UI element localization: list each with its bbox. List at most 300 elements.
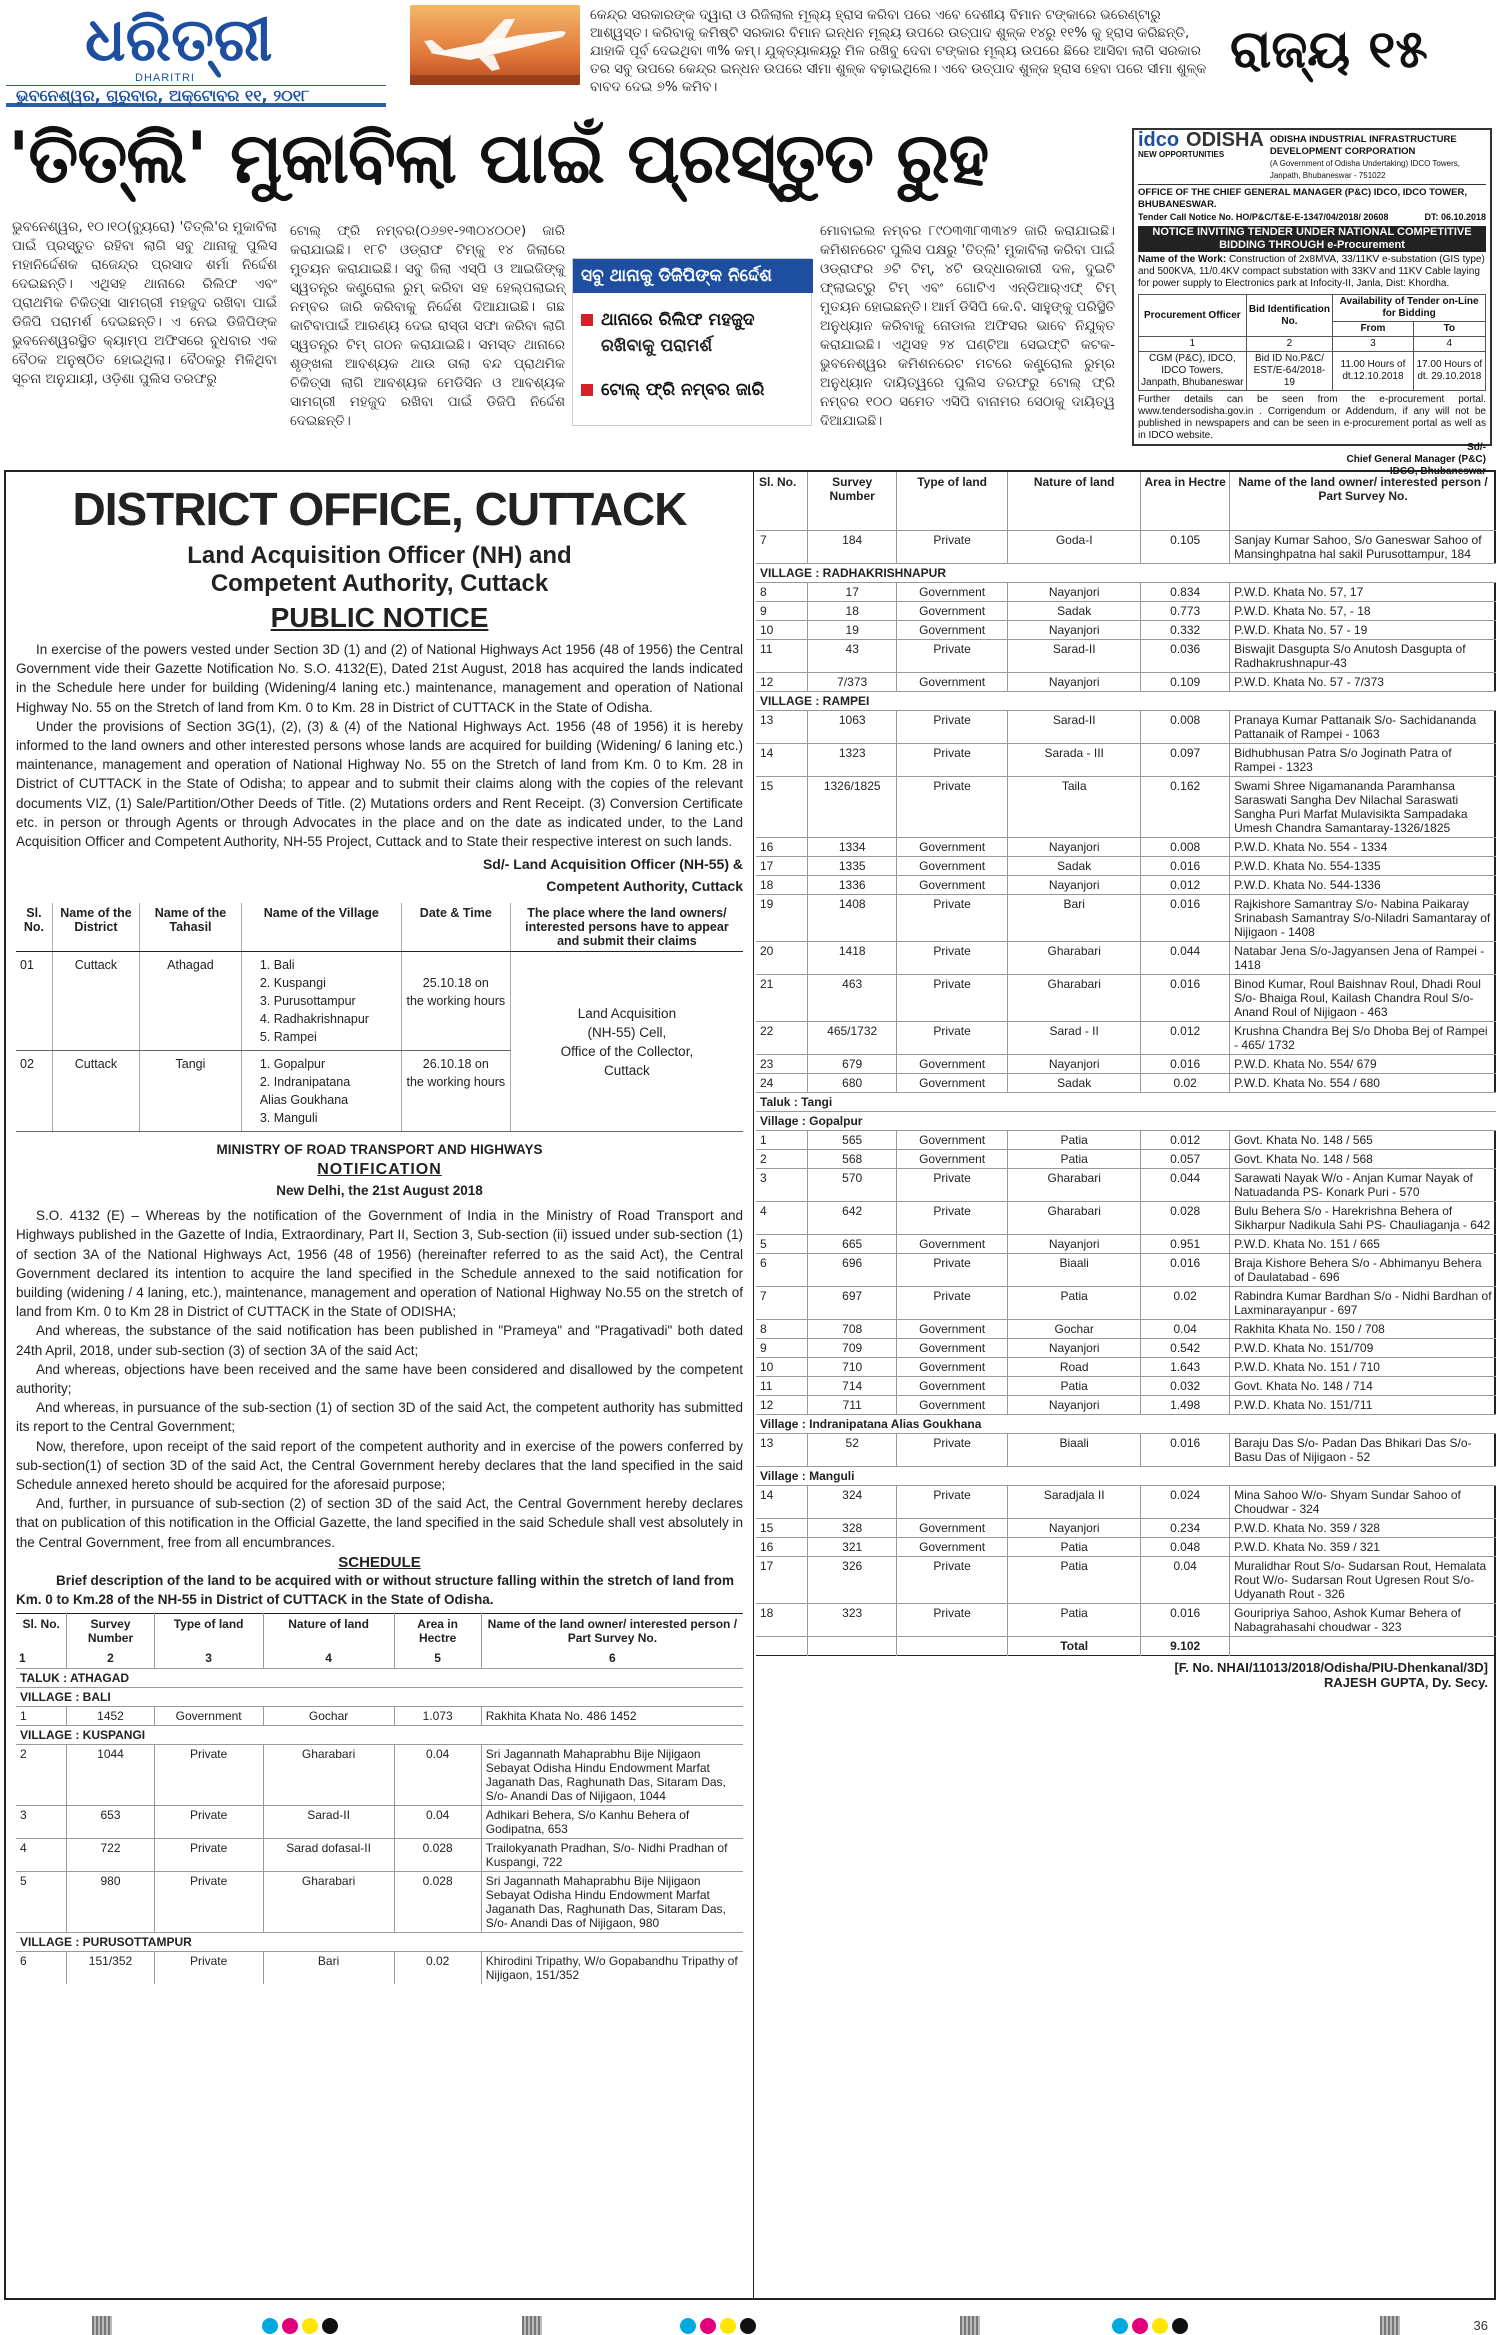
idco-cell: CGM (P&C), IDCO, IDCO Towers, Janpath, Bhubaneswar — [1139, 352, 1247, 391]
table-cell: 5 — [756, 1234, 808, 1253]
table-cell: 0.02 — [394, 1951, 481, 1984]
table-cell: 0.016 — [1141, 894, 1230, 941]
table-header: Name of the Tahasil — [140, 903, 242, 952]
table-cell: P.W.D. Khata No. 359 / 321 — [1230, 1537, 1496, 1556]
table-cell: 0.028 — [394, 1871, 481, 1932]
table-cell: 1.643 — [1141, 1357, 1230, 1376]
table-cell: 323 — [808, 1603, 897, 1636]
table-cell: Government — [897, 1395, 1008, 1414]
table-row — [16, 1838, 743, 1871]
table-header: Nature of land — [1008, 472, 1141, 530]
table-cell: Mina Sahoo W/o- Shyam Sundar Sahoo of Choudwar - 324 — [1230, 1485, 1496, 1518]
table-cell: 680 — [808, 1073, 897, 1092]
table-cell: 709 — [808, 1338, 897, 1357]
table-cell: 21 — [756, 974, 808, 1021]
village-name: Alias Goukhana — [259, 1093, 349, 1108]
table-cell: 722 — [67, 1838, 154, 1871]
table-row — [16, 1805, 743, 1838]
callout-point-1-cont: ରଖିବାକୁ ପରାମର୍ଶ — [601, 336, 713, 356]
print-footer — [0, 2308, 1500, 2335]
hearing-place: Office of the Collector, — [560, 1043, 694, 1059]
table-cell: P.W.D. Khata No. 151 / 665 — [1230, 1234, 1496, 1253]
village-name: 2. Indranipatana — [259, 1075, 351, 1090]
table-cell: Nayanjori — [1008, 1395, 1141, 1414]
signer-name: RAJESH GUPTA, Dy. Secy. — [1324, 1674, 1488, 1690]
table-row — [756, 1485, 1496, 1518]
table-cell: Private — [897, 639, 1008, 672]
column-number: 3 — [154, 1648, 263, 1669]
news-column-3: ମୋବାଇଲ ନମ୍ବର ୮୯୦୩୩୮୩୩୪୨ ଜାରି କରାଯାଇଛି। କମିଶନରେଟ ପୁଲିସ ପକ୍ଷରୁ 'ତିତ୍‌ଲି' ମୁକାବିଲା କରିବା ପାଇଁ ଓଡ୍ରାଫର ୬ଟି ଟିମ୍, ୪ଟି ଉଦ୍ଧାରକାରୀ ଦଳ, ଦୁଇଟି ଫ୍ଲାଇଟ୍ରୁ ଟିମ୍ ଏବଂ ଗୋଟିଏ ଏନ୍‌ଡିଆର୍‌ଏଫ୍ ଟିମ୍ ମୁତୟନ ହୋଇଛନ୍ତି। ଆର୍ମ ଡିସିପି କେ.ବି. ସାହୁଙ୍କୁ ପରିସ୍ଥିତି ଅନୁଧ୍ୟାନ କରିବାକୁ ନୋଡାଲ ଅଫିସର ଭାବେ ନିଯୁକ୍ତ କରାଯାଇଛି। ଏଥିସହ ୨୪ ଘଣ୍ଟିଆ ସେଇଫ୍ଟି କଟକ-ଭୁବନେଶ୍ୱର କମିଶନରେଟ ମଟରେ କଣ୍ଟ୍ରୋଲ ରୁମ୍‌ର ଅନୁଧ୍ୟାନ ଦାୟିତ୍ୱରେ ପୁଲିସ ତରଫରୁ ଟୋଲ୍ ଫ୍ରି ନମ୍ବର ୧୦୦ ସମେତ ଏସିପି ବାନାମର ସେଠାକୁ ଦାୟିତ୍ୱ ଦିଆଯାଇଛି। — [820, 223, 1115, 429]
table-cell: P.W.D. Khata No. 554 - 1334 — [1230, 837, 1496, 856]
hearing-time: the working hours — [406, 994, 506, 1009]
dateline: ଭୁବନେଶ୍ୱର, ଗୁରୁବାର, ଅକ୍ଟୋବର ୧୧, ୨୦୧୮ — [6, 85, 386, 107]
table-cell: Nayanjori — [1008, 620, 1141, 639]
table-cell: Sarad-II — [1008, 639, 1141, 672]
village-name: 1. Gopalpur — [259, 1057, 326, 1072]
idco-cell: Bid ID No.P&C/ EST/E-64/2018-19 — [1246, 352, 1333, 391]
schedule-heading: SCHEDULE — [338, 1553, 421, 1571]
table-cell: 0.016 — [1141, 974, 1230, 1021]
idco-tender-notice — [1132, 128, 1492, 477]
table-row — [756, 1338, 1496, 1357]
table-row — [756, 1021, 1496, 1054]
table-cell: P.W.D. Khata No. 554-1335 — [1230, 856, 1496, 875]
column-number: 5 — [394, 1648, 481, 1669]
table-cell: Gharabari — [1008, 941, 1141, 974]
table-row — [756, 1433, 1496, 1466]
table-cell: 10 — [756, 1357, 808, 1376]
table-cell: Government — [897, 1537, 1008, 1556]
table-row — [756, 1130, 1496, 1149]
idco-tagline: NEW OPPORTUNITIES — [1138, 150, 1225, 159]
idco-num: 3 — [1333, 337, 1413, 352]
table-row — [756, 710, 1496, 743]
table-cell: 710 — [808, 1357, 897, 1376]
table-row — [756, 1376, 1496, 1395]
table-cell: 0.332 — [1141, 620, 1230, 639]
table-cell: Biaali — [1008, 1433, 1141, 1466]
table-cell: P.W.D. Khata No. 57 - 19 — [1230, 620, 1496, 639]
table-cell: Government — [897, 1130, 1008, 1149]
idco-call-no: Tender Call Notice No. HO/P&C/T&E-E-1347/04/2018/ 20608 — [1138, 212, 1389, 222]
table-header: Type of land — [897, 472, 1008, 530]
table-row — [756, 1556, 1496, 1603]
notice-subtitle-1: Land Acquisition Officer (NH) and — [187, 542, 572, 569]
village-name: 1. Bali — [259, 958, 295, 973]
page-number: 36 — [1473, 2318, 1488, 2333]
table-cell: 7 — [756, 1286, 808, 1319]
table-cell: Private — [897, 743, 1008, 776]
table-cell: Govt. Khata No. 148 / 565 — [1230, 1130, 1496, 1149]
table-cell: 2 — [756, 1149, 808, 1168]
table-cell: Private — [897, 530, 1008, 563]
table-cell: 3 — [756, 1168, 808, 1201]
table-cell: Biswajit Dasgupta S/o Anutosh Dasgupta of Radhakrushnapur-43 — [1230, 639, 1496, 672]
table-cell: 711 — [808, 1395, 897, 1414]
table-cell: Rakhita Khata No. 486 1452 — [481, 1706, 743, 1725]
table-cell: Nayanjori — [1008, 582, 1141, 601]
table-cell: P.W.D. Khata No. 151/709 — [1230, 1338, 1496, 1357]
table-cell: 0.016 — [1141, 1054, 1230, 1073]
table-header: Survey Number — [67, 1613, 154, 1648]
village-heading: VILLAGE : PURUSOTTAMPUR — [16, 1932, 743, 1951]
idco-col-to: To — [1413, 322, 1485, 337]
table-cell: 0.024 — [1141, 1485, 1230, 1518]
table-cell: Patia — [1008, 1537, 1141, 1556]
district-office-notice — [4, 470, 1496, 2300]
hearing-place: Land Acquisition — [577, 1005, 677, 1021]
table-cell: 980 — [67, 1871, 154, 1932]
table-cell: 714 — [808, 1376, 897, 1395]
table-cell: Government — [897, 1338, 1008, 1357]
news-column-2: ଟୋଲ୍ ଫ୍ରି ନମ୍ବର(୦୬୭୧-୨୩୦୪୦୦୧) ଜାରି କରାଯାଇଛି। ୧୮ଟି ଓଡ୍ରାଫ ଟିମ୍‌କୁ ୧୪ ଜିଲାରେ ମୁତୟନ କରାଯାଇଛି। ସବୁ ଜିଲା ଏସ୍‌ପି ଓ ଆଇଜିଙ୍କୁ ସ୍ୱତନ୍ତ୍ର କଣ୍ଟ୍ରୋଲ ରୁମ୍ କରିବା ସହ ହେଲ୍‌ପଲାଇନ୍ ନମ୍ବର ଜାରି କରିବାକୁ ନିର୍ଦ୍ଦେଶ ଦିଆଯାଇଛି। ଗଛ କାଟିବାପାଇଁ ଆରଣ୍ୟ ଦେଇ ରାସ୍ତା ସଫା କରିବା ଲାଗି ସ୍ୱତନ୍ତ୍ର ଟିମ୍ ଗଠନ କରାଯାଇଛି। ସମସ୍ତ ଥାନାରେ ଶୃଙ୍ଖଳା ଆବଶ୍ୟକ ଥାଉ ତାଲା ବନ୍ଦ ପ୍ରାଥମିକ ଚିକିତ୍ସା ଲାଗି ଆବଶ୍ୟକ ମେଡିସିନ ଓ ଆବଶ୍ୟକ ସାମଗ୍ରୀ ମହଜୁଦ ରଖିବା ପାଇଁ ଡିଜିପି ନିର୍ଦ୍ଦେଶ ଦେଇଛନ୍ତି। — [290, 223, 565, 429]
table-cell: 696 — [808, 1253, 897, 1286]
table-cell: Private — [897, 894, 1008, 941]
idco-col-bid: Bid Identification No. — [1246, 295, 1333, 337]
table-cell: 0.044 — [1141, 1168, 1230, 1201]
table-cell: Gochar — [1008, 1319, 1141, 1338]
idco-corp-sub: (A Government of Odisha Undertaking) IDCO Towers, Janpath, Bhubaneswar - 751022 — [1269, 159, 1460, 180]
table-header: Area in Hectre — [1141, 472, 1230, 530]
table-cell: 0.032 — [1141, 1376, 1230, 1395]
table-cell: Sarawati Nayak W/o - Anjan Kumar Nayak of Natuadanda PS- Konark Puri - 570 — [1230, 1168, 1496, 1201]
table-row — [756, 856, 1496, 875]
table-cell: 0.02 — [1141, 1073, 1230, 1092]
table-cell: 22 — [756, 1021, 808, 1054]
village-heading-row — [16, 1725, 743, 1744]
notice-left-column — [6, 472, 754, 2300]
table-row — [756, 1395, 1496, 1414]
table-cell: Gochar — [263, 1706, 394, 1725]
table-cell: Gharabari — [1008, 1168, 1141, 1201]
table-cell: 0.016 — [1141, 1603, 1230, 1636]
so-paragraph-2: And whereas, the substance of the said notification has been published in "Prameya" and "Pragativadi" both dated 24th April, 2018, under sub-section (3) of section 3A of the said Act; — [16, 1323, 743, 1358]
table-cell: Gharabari — [263, 1871, 394, 1932]
table-cell: 14 — [756, 1485, 808, 1518]
village-heading: VILLAGE : BALI — [16, 1687, 743, 1706]
table-cell: Swami Shree Nigamananda Paramhansa Saraswati Sangha Dev Nilachal Saraswati Sangha Puri Marfat Mulavisikta Sampadaka Umesh Chandra Samantaray-1326/1825 — [1230, 776, 1496, 837]
table-cell: 23 — [756, 1054, 808, 1073]
schedule-left-body — [16, 1668, 743, 1984]
table-cell: Private — [897, 710, 1008, 743]
ministry-heading: MINISTRY OF ROAD TRANSPORT AND HIGHWAYS — [216, 1142, 543, 1158]
table-cell: Government — [897, 1234, 1008, 1253]
table-cell: 0.028 — [394, 1838, 481, 1871]
so-paragraph-5: Now, therefore, upon receipt of the said report of the competent authority and in exercise of the powers conferred by sub-section(1) of section 3D of the said Act, the Central Government hereby declares that the land specified in the said Schedule annexed hereto should be acquired for the aforesaid purpose; — [16, 1438, 743, 1493]
table-row — [756, 875, 1496, 894]
idco-num: 2 — [1246, 337, 1333, 352]
registration-mark-icon — [1380, 2316, 1400, 2335]
magenta-dot-icon — [282, 2318, 298, 2334]
table-cell: Goda-I — [1008, 530, 1141, 563]
table-cell: Patia — [1008, 1556, 1141, 1603]
table-row — [16, 952, 743, 1051]
hearing-date: 26.10.18 on — [422, 1057, 489, 1072]
idco-work-label: Name of the Work: — [1138, 254, 1227, 265]
table-header: Type of land — [154, 1613, 263, 1648]
table-cell: 15 — [756, 776, 808, 837]
table-cell: Tangi — [140, 1051, 242, 1132]
table-cell: Patia — [1008, 1286, 1141, 1319]
table-cell: 9 — [756, 601, 808, 620]
village-heading: VILLAGE : KUSPANGI — [16, 1725, 743, 1744]
table-header: Name of the land owner/ interested person / Part Survey No. — [1238, 475, 1488, 503]
village-name: 4. Radhakrishnapur — [259, 1012, 369, 1027]
schedule-table-left — [16, 1613, 743, 1984]
table-cell: 11 — [756, 639, 808, 672]
idco-work: Construction of 2x8MVA, 33/11KV e-substation (GIS type) and 500KVA, 11/0.4KV compact substation with 33KV and 11KV Cable laying for power supply to Electronics park at Infocity-II, Janla, Dist: Khordha. — [1138, 254, 1485, 289]
idco-sign-org: IDCO, Bhubaneswar — [1389, 466, 1486, 477]
table-cell: Nayanjori — [1008, 1338, 1141, 1357]
table-cell: 1334 — [808, 837, 897, 856]
village-heading-row — [756, 691, 1496, 710]
idco-sign-name: Chief General Manager (P&C) — [1346, 454, 1486, 465]
table-row — [756, 743, 1496, 776]
callout-point-1: ଥାନାରେ ରିଲିଫ ମହଜୁଦ — [581, 307, 755, 333]
village-name: 5. Rampei — [259, 1030, 317, 1045]
so-paragraph-3: And whereas, objections have been received and the same have been considered and disallowed by the competent authority; — [16, 1361, 743, 1397]
table-cell: 20 — [756, 941, 808, 974]
table-cell: 02 — [16, 1051, 52, 1132]
table-cell: P.W.D. Khata No. 57, - 18 — [1230, 601, 1496, 620]
table-cell: Sarad - II — [1008, 1021, 1141, 1054]
table-cell: 0.02 — [1141, 1286, 1230, 1319]
village-heading-row — [756, 1414, 1496, 1433]
table-cell: 1408 — [808, 894, 897, 941]
table-cell: 1418 — [808, 941, 897, 974]
table-cell: 0.097 — [1141, 743, 1230, 776]
table-cell: 0.044 — [1141, 941, 1230, 974]
table-cell: 0.012 — [1141, 1021, 1230, 1054]
table-cell: Private — [897, 1485, 1008, 1518]
village-heading: VILLAGE : RADHAKRISHNAPUR — [756, 563, 1496, 582]
table-cell: 0.016 — [1141, 1433, 1230, 1466]
village-heading-row — [756, 563, 1496, 582]
village-heading-row — [756, 1092, 1496, 1111]
column-number: 6 — [609, 1650, 616, 1665]
table-cell: Nayanjori — [1008, 1054, 1141, 1073]
table-cell: P.W.D. Khata No. 57 - 7/373 — [1230, 672, 1496, 691]
table-cell: 5 — [16, 1871, 67, 1932]
table-cell: Trailokyanath Pradhan, S/o- Nidhi Pradhan of Kuspangi, 722 — [481, 1838, 743, 1871]
table-row — [756, 1234, 1496, 1253]
table-cell: Sadak — [1008, 856, 1141, 875]
village-heading: TALUK : ATHAGAD — [16, 1668, 743, 1687]
table-cell: 324 — [808, 1485, 897, 1518]
schedule-right-body — [756, 530, 1496, 1636]
village-heading-row — [16, 1687, 743, 1706]
registration-mark-icon — [92, 2316, 112, 2335]
table-cell: Binod Kumar, Roul Baishnav Roul, Dhadi Roul S/o- Bhaiga Roul, Kailash Chandra Roul S/o- Anand Roul of Nijigaon - 463 — [1230, 974, 1496, 1021]
idco-office: OFFICE OF THE CHIEF GENERAL MANAGER (P&C) IDCO, IDCO TOWER, BHUBANESWAR. — [1138, 184, 1486, 211]
table-cell: 0.016 — [1141, 856, 1230, 875]
table-cell: 321 — [808, 1537, 897, 1556]
idco-num: 1 — [1139, 337, 1247, 352]
table-cell: P.W.D. Khata No. 554/ 679 — [1230, 1054, 1496, 1073]
table-cell: 0.834 — [1141, 582, 1230, 601]
table-cell: 18 — [756, 1603, 808, 1636]
main-headline: 'ତିତ୍‌ଲି' ମୁକାବିଲା ପାଇଁ ପ୍ରସ୍ତୁତ ରୁହ — [8, 117, 989, 199]
notice-title: DISTRICT OFFICE, CUTTACK — [72, 483, 687, 535]
table-cell: 0.04 — [394, 1805, 481, 1838]
table-cell: 1323 — [808, 743, 897, 776]
table-cell: 679 — [808, 1054, 897, 1073]
table-cell: Gouripriya Sahoo, Ashok Kumar Behera of Nabagrahasahi choudwar - 323 — [1230, 1603, 1496, 1636]
table-cell: Private — [897, 1556, 1008, 1603]
table-cell: 565 — [808, 1130, 897, 1149]
table-cell: 642 — [808, 1201, 897, 1234]
table-cell: 1326/1825 — [808, 776, 897, 837]
table-cell: Rajkishore Samantray S/o- Nabina Paikaray Srinabash Samantray S/o-Niladri Samantaray of Nijigaon - 1408 — [1230, 894, 1496, 941]
table-cell: 0.773 — [1141, 601, 1230, 620]
table-cell: 653 — [67, 1805, 154, 1838]
table-cell: Bari — [1008, 894, 1141, 941]
news-column-1: ଭୁବନେଶ୍ୱର, ୧୦।୧୦(ବ୍ୟୁରୋ) 'ତିତ୍‌ଲି'ର ମୁକାବିଲା ପାଇଁ ପ୍ରସ୍ତୁତ ରହିବା ଲାଗି ସବୁ ଥାନାକୁ ପୁଲିସ ମହାନିର୍ଦ୍ଦେଶକ ରାଜେନ୍ଦ୍ର ପ୍ରସାଦ ଶର୍ମା ନିର୍ଦ୍ଦେଶ ଦେଇଛନ୍ତି। ଏଥିସହ ଥାନାରେ ରିଲିଫ ଏବଂ ପ୍ରାଥମିକ ଚିକିତ୍ସା ସାମଗ୍ରୀ ମହଜୁଦ ରଖିବା ପାଇଁ ଡିଜିପି ପରାମର୍ଶ ଦେଇଛନ୍ତି। ଏ ନେଇ ଡିଜିପିଙ୍କ ଭୁବନେଶ୍ୱରସ୍ଥିତ କ୍ୟାମ୍ପ ଅଫିସରେ ବୁଧବାର ଏକ ବୈଠକ ଅନୁଷ୍ଠିତ ହୋଇଥିଲା। ବୈଠକରୁ ମିଳିଥିବା ସୂଚନା ଅନୁଯାୟୀ, ଓଡ଼ିଶା ପୁଲିସ ତରଫରୁ — [12, 219, 277, 387]
table-cell: Private — [897, 1201, 1008, 1234]
black-dot-icon — [740, 2318, 756, 2334]
table-cell: Biaali — [1008, 1253, 1141, 1286]
table-cell: Sarad-II — [263, 1805, 394, 1838]
so-paragraph-6: And, further, in pursuance of sub-section (2) of section 3D of the said Act, the Central Government hereby declares that on publication of this notification in the Official Gazette, the land specified in the said Schedule shall vest absolutely in the Central Government, free from all encumbrances. — [16, 1496, 743, 1550]
table-cell: 328 — [808, 1518, 897, 1537]
table-cell: 0.028 — [1141, 1201, 1230, 1234]
idco-num: 4 — [1413, 337, 1485, 352]
magenta-dot-icon — [1132, 2318, 1148, 2334]
table-cell: 463 — [808, 974, 897, 1021]
table-cell: 3 — [16, 1805, 67, 1838]
table-cell: Bulu Behera S/o - Harekrishna Behera of Sikharpur Nadikula Sahi PS- Chauliaganja - 642 — [1230, 1201, 1496, 1234]
table-cell: 9 — [756, 1338, 808, 1357]
table-cell: Nayanjori — [1008, 875, 1141, 894]
column-number: 4 — [263, 1648, 394, 1669]
table-cell: Gharabari — [1008, 974, 1141, 1021]
table-cell: 0.012 — [1141, 1130, 1230, 1149]
table-cell: 18 — [756, 875, 808, 894]
table-cell: Patia — [1008, 1149, 1141, 1168]
idco-corp-name: ODISHA INDUSTRIAL INFRASTRUCTURE DEVELOPMENT CORPORATION — [1269, 134, 1457, 157]
table-cell: 0.057 — [1141, 1149, 1230, 1168]
table-cell: 13 — [756, 1433, 808, 1466]
table-row — [756, 1518, 1496, 1537]
table-cell: 0.105 — [1141, 530, 1230, 563]
table-cell: Bari — [263, 1951, 394, 1984]
table-cell: Government — [154, 1706, 263, 1725]
idco-col-from: From — [1333, 322, 1413, 337]
table-cell: 8 — [756, 1319, 808, 1338]
black-dot-icon — [1172, 2318, 1188, 2334]
table-cell: Patia — [1008, 1130, 1141, 1149]
cyan-dot-icon — [680, 2318, 696, 2334]
idco-sign: Sd/- — [1467, 442, 1486, 453]
table-cell: Government — [897, 856, 1008, 875]
village-name: 3. Manguli — [259, 1111, 318, 1126]
table-cell: Government — [897, 620, 1008, 639]
table-cell: P.W.D. Khata No. 359 / 328 — [1230, 1518, 1496, 1537]
table-cell: Gharabari — [1008, 1201, 1141, 1234]
news-callout-box — [572, 258, 812, 426]
notice-paragraph-1: In exercise of the powers vested under Section 3D (1) and (2) of National Highways Act 1956 (48 of 1956) the Central Government vide their Gazette Notification No. S.O. 4132(E), Dated 21st August, 2018 has acquired the lands indicated in the Schedule here under for building (Widening/4 laning etc.) maintenance, management and operation of National Highway No. 55 on the Stretch of land from Km. 0 to Km. 28 in District of CUTTACK in the State of Odisha. — [16, 642, 743, 715]
table-row — [756, 1537, 1496, 1556]
table-cell: 465/1732 — [808, 1021, 897, 1054]
table-cell: Nayanjori — [1008, 837, 1141, 856]
hearing-place: (NH-55) Cell, — [587, 1024, 667, 1040]
table-cell: Private — [154, 1744, 263, 1805]
table-cell: Muralidhar Rout S/o- Sudarsan Rout, Hemalata Rout W/o- Sudarsan Rout Ugresen Rout S/o- Udyanath Rout - 326 — [1230, 1556, 1496, 1603]
notice-signature-1: Sd/- Land Acquisition Officer (NH-55) & — [482, 856, 743, 873]
so-paragraph-1: S.O. 4132 (E) – Whereas by the notification of the Government of India in the Ministry of Road Transport and Highways published in the Gazette of India, Extraordinary, Part II, Section 3, Sub-section (ii) issued under sub-section (1) of section 3A of the National Highways Act, 1956 (48 of 1956) (hereinafter referred to as the said Act), the Central Government declared its intention to acquire the land specified in the Schedule annexed to the said notification for building (widening / 4 laning, etc.), maintenance, management and operation of National Highway No.55 on the stretch of land from Km. 0 to Km 28 in District of CUTTACK in the State of ODISHA; — [16, 1208, 743, 1320]
table-cell: 184 — [808, 530, 897, 563]
total-area: 9.102 — [1141, 1636, 1230, 1655]
table-cell: 16 — [756, 837, 808, 856]
airplane-image — [410, 5, 580, 85]
table-cell: 7 — [756, 530, 808, 563]
registration-mark-icon — [960, 2316, 980, 2335]
table-cell: Nayanjori — [1008, 1234, 1141, 1253]
table-cell: Khirodini Tripathy, W/o Gopabandhu Tripathy of Nijigaon, 151/352 — [481, 1951, 743, 1984]
table-header: Sl. No. — [756, 472, 808, 530]
table-cell: 1.498 — [1141, 1395, 1230, 1414]
masthead — [0, 0, 1500, 120]
cyan-dot-icon — [262, 2318, 278, 2334]
table-cell: 0.04 — [1141, 1319, 1230, 1338]
table-cell: Government — [897, 1518, 1008, 1537]
table-row — [16, 1871, 743, 1932]
village-heading-row — [16, 1668, 743, 1687]
notification-heading: NOTIFICATION — [317, 1161, 442, 1179]
table-row — [756, 1073, 1496, 1092]
table-cell: 19 — [808, 620, 897, 639]
callout-point-2: ଟୋଲ୍ ଫ୍ରି ନମ୍ବର ଜାରି — [581, 377, 764, 403]
village-heading: Village : Manguli — [756, 1466, 1496, 1485]
table-cell: Private — [897, 1021, 1008, 1054]
idco-notice-banner: NOTICE INVITING TENDER UNDER NATIONAL COMPETITIVE BIDDING THROUGH e-Procurement — [1138, 226, 1486, 252]
table-row — [756, 1054, 1496, 1073]
table-cell: Private — [154, 1951, 263, 1984]
notification-date: New Delhi, the 21st August 2018 — [276, 1183, 483, 1199]
table-cell: 11 — [756, 1376, 808, 1395]
village-heading-row — [756, 1466, 1496, 1485]
table-cell: Pranaya Kumar Pattanaik S/o- Sachidananda Pattanaik of Rampei - 1063 — [1230, 710, 1496, 743]
table-row — [756, 941, 1496, 974]
table-cell: Private — [897, 1603, 1008, 1636]
table-cell: Adhikari Behera, S/o Kanhu Behera of Godipatna, 653 — [481, 1805, 743, 1838]
table-cell: Private — [897, 1286, 1008, 1319]
table-cell: 0.012 — [1141, 875, 1230, 894]
table-cell: Natabar Jena S/o-Jagyansen Jena of Rampei - 1418 — [1230, 941, 1496, 974]
table-header: Date & Time — [401, 903, 510, 952]
table-cell: 01 — [16, 952, 52, 1051]
idco-tender-table — [1138, 294, 1486, 391]
table-row — [756, 1603, 1496, 1636]
idco-col-availability: Availability of Tender on-Line for Bidding — [1333, 295, 1486, 322]
schedule-table-right — [756, 472, 1496, 1656]
table-cell: 4 — [756, 1201, 808, 1234]
yellow-dot-icon — [720, 2318, 736, 2334]
table-cell: Patia — [1008, 1376, 1141, 1395]
table-cell: 43 — [808, 639, 897, 672]
table-cell: Sanjay Kumar Sahoo, S/o Ganeswar Sahoo of Mansinghpatna hal sakil Purusottampur, 184 — [1230, 530, 1496, 563]
table-row — [756, 776, 1496, 837]
table-cell: 1.073 — [394, 1706, 481, 1725]
table-cell: Cuttack — [52, 952, 139, 1051]
hearing-time: the working hours — [406, 1075, 506, 1090]
table-cell: P.W.D. Khata No. 151/711 — [1230, 1395, 1496, 1414]
hearing-date: 25.10.18 on — [422, 976, 489, 991]
table-cell: 0.04 — [1141, 1556, 1230, 1603]
table-cell: Nayanjori — [1008, 1518, 1141, 1537]
idco-col-officer: Procurement Officer — [1139, 295, 1247, 337]
table-cell: 52 — [808, 1433, 897, 1466]
